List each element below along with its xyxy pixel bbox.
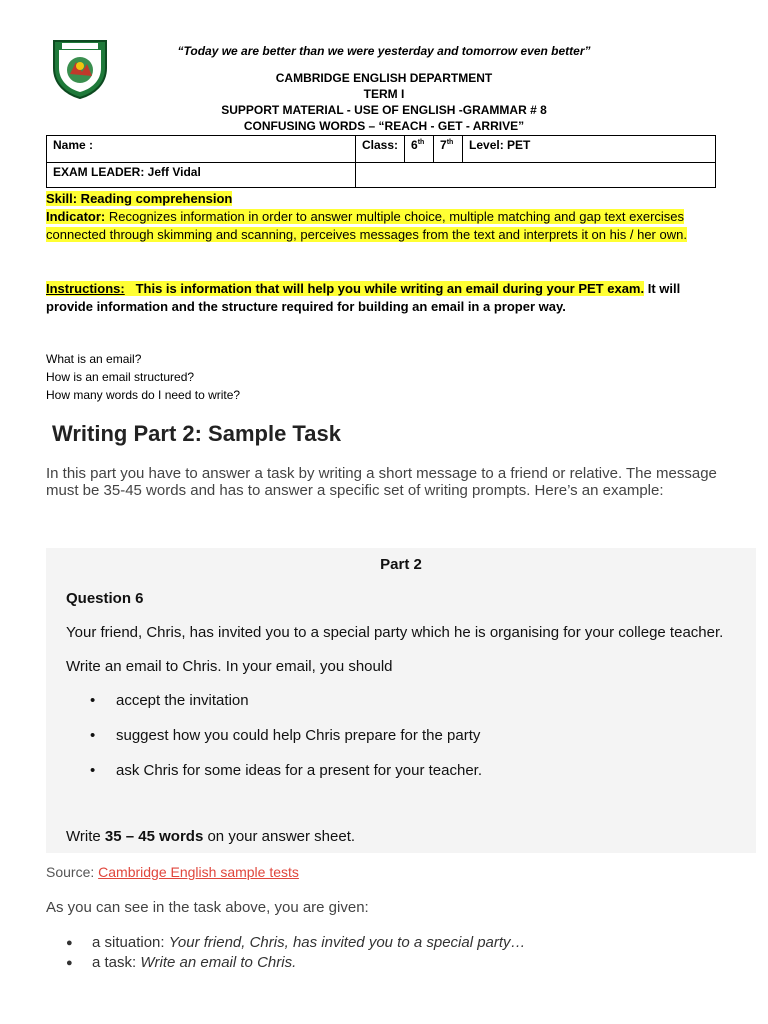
source-line bbox=[46, 864, 299, 880]
writing-intro: In this part you have to answer a task by writing a short message to a friend or relative. The message must be 35-45 words and has to answer a specific set of writing prompts. Here’s an example: bbox=[46, 465, 717, 499]
sample-question-number: Question 6 bbox=[66, 590, 144, 607]
sample-word-count: Write 35 – 45 words on your answer sheet. bbox=[66, 828, 356, 845]
bullet-icon: • bbox=[90, 727, 96, 744]
email-questions bbox=[46, 350, 240, 404]
exam-leader-value-cell bbox=[356, 163, 716, 188]
sample-prompt: Your friend, Chris, has invited you to a special party which he is organising for your college teacher. bbox=[66, 624, 724, 641]
instructions-highlighted: This is information that will help you while writing an email during your PET exam. bbox=[135, 281, 645, 296]
class-6-cell: 6th bbox=[405, 136, 434, 163]
term-label: TERM I bbox=[363, 87, 405, 101]
student-info-table bbox=[46, 135, 716, 188]
bullet-icon: • bbox=[90, 762, 96, 779]
skill-section bbox=[46, 190, 726, 244]
sample-part-label: Part 2 bbox=[380, 556, 422, 573]
class-cell bbox=[356, 136, 405, 163]
class-label: Class: bbox=[362, 138, 399, 152]
question-item: What is an email? bbox=[46, 352, 142, 366]
given-list bbox=[66, 933, 526, 973]
question-item: How many words do I need to write? bbox=[46, 388, 241, 402]
sample-task-box: Part 2 Question 6 Your friend, Chris, has invited you to a special party which he is organising for your college teacher. Write an email to Chris. In your email, you should • accept the invitation • suggest how you could help Chris prepare for the party • ask Chris for some ideas for a present for your teacher. Write 35 – 45 words on your answer sheet. bbox=[46, 548, 756, 853]
support-material-label: SUPPORT MATERIAL - USE OF ENGLISH -GRAMMAR # 8 bbox=[221, 103, 547, 117]
name-cell bbox=[47, 136, 356, 163]
department-title: CAMBRIDGE ENGLISH DEPARTMENT bbox=[275, 71, 493, 85]
source-link[interactable]: Cambridge English sample tests bbox=[98, 864, 299, 880]
school-motto: “Today we are better than we were yesterday and tomorrow even better” bbox=[177, 44, 591, 58]
instructions-label: Instructions: bbox=[46, 281, 125, 296]
instructions-rest: It will provide information and the structure required for building an email in a proper way. bbox=[46, 281, 681, 314]
document-header bbox=[0, 70, 768, 134]
bullet-icon: ● bbox=[66, 937, 73, 949]
name-label: Name : bbox=[53, 138, 94, 152]
list-item: ● a situation: Your friend, Chris, has invited you to a special party… bbox=[66, 934, 526, 951]
given-intro: As you can see in the task above, you are given: bbox=[46, 899, 369, 916]
instructions-section bbox=[46, 280, 726, 316]
question-item: How is an email structured? bbox=[46, 370, 195, 384]
indicator-label: Indicator: bbox=[46, 209, 106, 224]
level-cell bbox=[463, 136, 716, 163]
source-label: Source: bbox=[46, 864, 99, 880]
sample-write-to: Write an email to Chris. In your email, you should bbox=[66, 658, 393, 675]
bullet-icon: ● bbox=[66, 957, 73, 969]
exam-leader-label: EXAM LEADER: Jeff Vidal bbox=[53, 165, 201, 179]
level-label: Level: PET bbox=[469, 138, 531, 152]
writing-part-title: Writing Part 2: Sample Task bbox=[52, 421, 341, 446]
topic-title: CONFUSING WORDS – “REACH - GET - ARRIVE” bbox=[243, 119, 525, 133]
bullet-icon: • bbox=[90, 692, 96, 709]
list-item: ● a task: Write an email to Chris. bbox=[66, 954, 297, 971]
skill-label: Skill: Reading comprehension bbox=[46, 191, 233, 206]
class-7-cell: 7th bbox=[434, 136, 463, 163]
exam-leader-cell bbox=[47, 163, 356, 188]
indicator-text: Recognizes information in order to answer multiple choice, multiple matching and gap text exercises connected through skimming and scanning, perceives messages from the text and interprets it on his / her own. bbox=[46, 209, 687, 242]
